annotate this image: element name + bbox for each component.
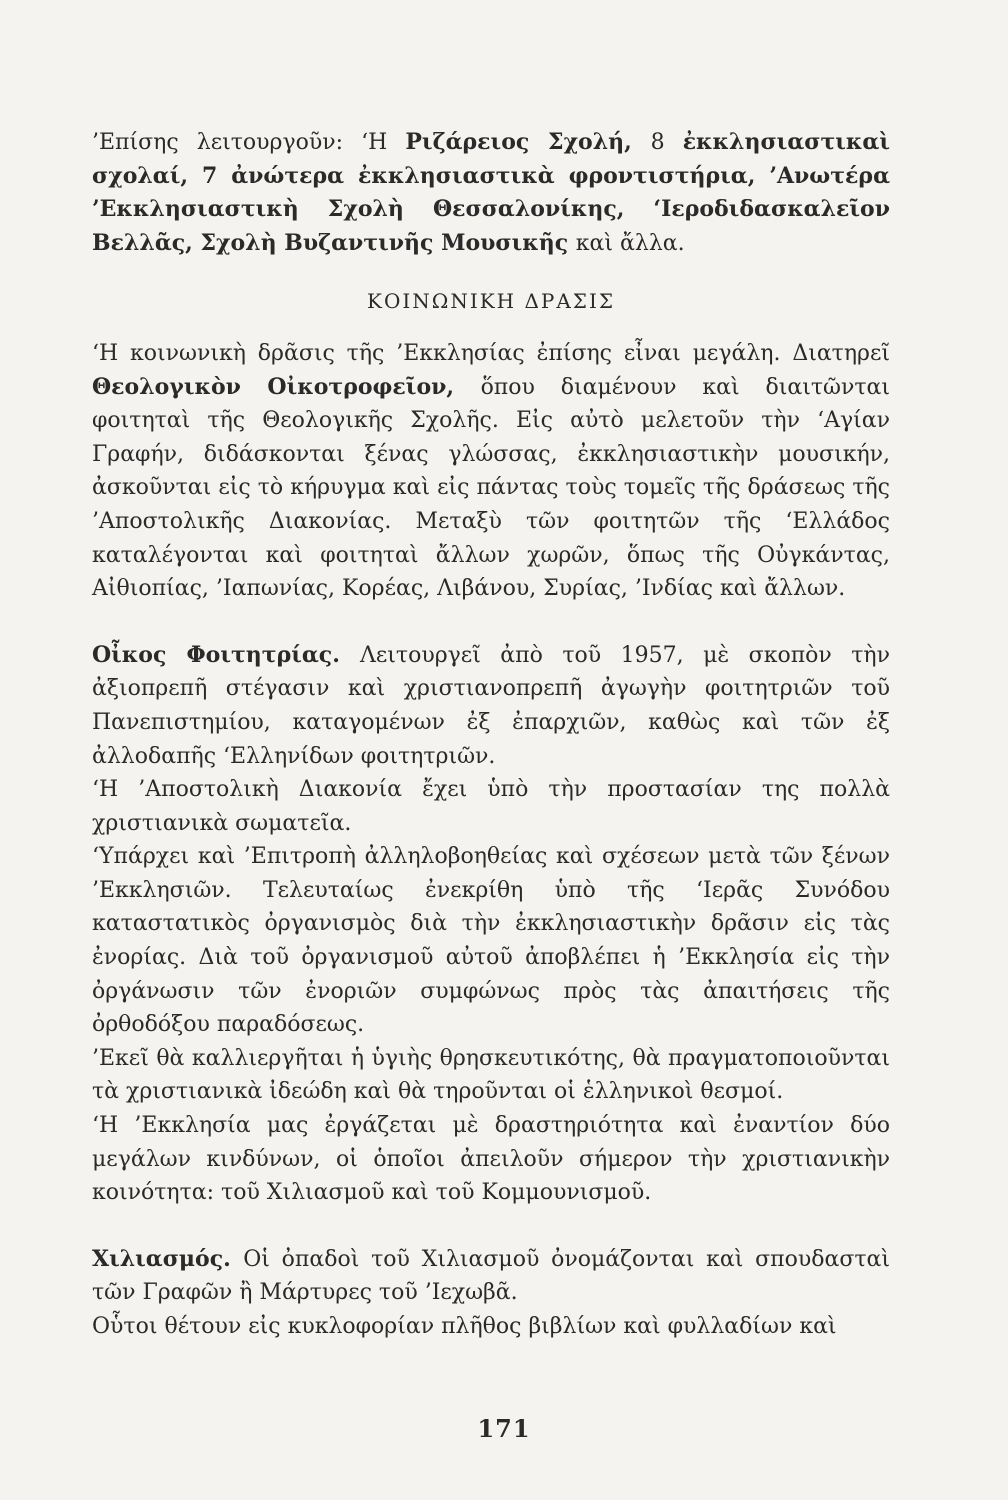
body-text xyxy=(92,126,890,1344)
paragraph-chiliasm xyxy=(92,1243,890,1310)
paragraph-gap xyxy=(92,606,890,639)
section-heading: ΚΟΙΝΩΝΙΚΗ ΔΡΑΣΙΣ xyxy=(367,289,615,314)
page-number: 171 xyxy=(477,1414,531,1443)
paragraph-gap xyxy=(92,1210,890,1243)
bold-term: Οἶκος Φοιτητρίας. xyxy=(92,641,361,668)
paragraph-apostolic: ‘Η ’Αποστολικὴ Διακονία ἔχει ὑπὸ τὴν προστασίαν της πολλὰ χριστιανικὰ σωματεῖα. xyxy=(92,777,890,836)
text-span: καὶ ἄλλα. xyxy=(575,230,685,256)
text-span: Οἱ ὀπαδοὶ τοῦ Χιλιασμοῦ ὀνομάζονται καὶ σπουδασταὶ τῶν Γραφῶν ἢ Μάρτυρες τοῦ ’Ιεχωβᾶ. xyxy=(92,1246,890,1306)
paragraph-dangers: ‘Η ’Εκκλησία μας ἐργάζεται μὲ δραστηριότητα καὶ ἐναντίον δύο μεγάλων κινδύνων, οἱ ὁποῖοι ἀπειλοῦν σήμερον τὴν χριστιανικὴν κοινότητα: τοῦ Χιλιασμοῦ καὶ τοῦ Κομμουνισμοῦ. xyxy=(92,1113,890,1206)
text-span: ‘Η κοινωνικὴ δρᾶσις τῆς ’Εκκλησίας ἐπίσης εἶναι μεγάλη. Διατηρεῖ xyxy=(92,340,890,366)
text-span: ὅπου διαμένουν καὶ διαιτῶνται φοιτηταὶ τῆς Θεολογικῆς Σχολῆς. Εἰς αὐτὸ μελετοῦν τὴν ‘Αγίαν Γραφήν, διδάσκονται ξένας γλώσσας, ἐκκλησιαστικὴν μουσικήν, ἀσκοῦνται εἰς τὸ κήρυγμα καὶ εἰς πάντας τοὺς τομεῖς τῆς δράσεως τῆς ’Αποστολικῆς Διακονίας. Μεταξὺ τῶν φοιτητῶν τῆς ‘Ελλάδος καταλέγονται καὶ φοιτηταὶ ἄλλων χωρῶν, ὅπως τῆς Οὐγκάντας, Αἰθιοπίας, ’Ιαπωνίας, Κορέας, Λιβάνου, Συρίας, ’Ινδίας καὶ ἄλλων. xyxy=(92,374,890,602)
text-span: ’Επίσης λειτουργοῦν: ‘Η xyxy=(92,130,406,155)
paragraph-social-action xyxy=(92,337,890,606)
bold-term: Θεολογικὸν Οἰκοτροφεῖον, xyxy=(92,373,481,400)
paragraph-cultivation: ’Εκεῖ θὰ καλλιεργῆται ἡ ὑγιὴς θρησκευτικότης, θὰ πραγματοποιοῦνται τὰ χριστιανικὰ ἰδεώδη καὶ θὰ τηροῦνται οἱ ἑλληνικοὶ θεσμοί. xyxy=(92,1045,890,1105)
bold-term: Χιλιασμός. xyxy=(92,1245,244,1272)
paragraph-student-house xyxy=(92,639,890,773)
text-span: 8 xyxy=(650,130,683,155)
paragraph-publications: Οὗτοι θέτουν εἰς κυκλοφορίαν πλῆθος βιβλίων καὶ φυλλαδίων καὶ xyxy=(92,1314,837,1339)
text-span: Λειτουργεῖ ἀπὸ τοῦ 1957, μὲ σκοπὸν τὴν ἀξιοπρεπῆ στέγασιν καὶ χριστιανοπρεπῆ ἀγωγὴν φοιτητριῶν τοῦ Πανεπιστημίου, καταγομένων ἐξ ἐπαρχιῶν, καθὼς καὶ τῶν ἐξ ἀλλοδαπῆς ‘Ελληνίδων φοιτητριῶν. xyxy=(92,642,890,769)
paragraph-committee: ‘Υπάρχει καὶ ’Επιτροπὴ ἀλληλοβοηθείας καὶ σχέσεων μετὰ τῶν ξένων ’Εκκλησιῶν. Τελευταίως ἐνεκρίθη ὑπὸ τῆς ‘Ιερᾶς Συνόδου καταστατικὸς ὀργανισμὸς διὰ τὴν ἐκκλησιαστικὴν δρᾶσιν εἰς τὰς ἐνορίας. Διὰ τοῦ ὀργανισμοῦ αὐτοῦ ἀποβλέπει ἡ ’Εκκλησία εἰς τὴν ὀργάνωσιν τῶν ἐνοριῶν συμφώνως πρὸς τὰς ἀπαιτήσεις τῆς ὀρθοδόξου παραδόσεως. xyxy=(92,844,890,1038)
paragraph-schools xyxy=(92,126,890,260)
bold-term: ἐκκλησιαστικαὶ σχολαί, 7 ἀνώτερα ἐκκλησιαστικὰ φροντιστήρια, ’Ανωτέρα ’Εκκλησιαστικὴ Σχολὴ Θεσσαλονίκης, ‘Ιεροδιδασκαλεῖον Βελλᾶς, Σχολὴ Βυζαντινῆς Μουσικῆς xyxy=(92,129,890,256)
bold-term: Ριζάρειος Σχολή, xyxy=(405,129,651,155)
